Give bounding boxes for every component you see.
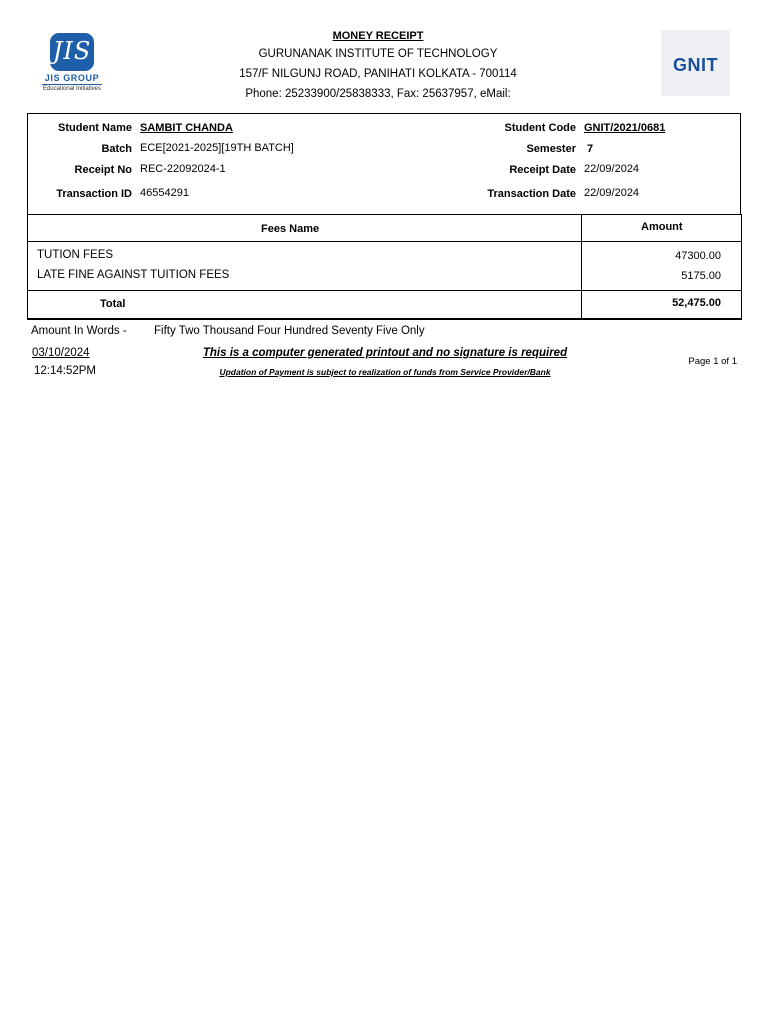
- gnit-logo: [661, 30, 730, 96]
- amount-header: Amount: [641, 221, 683, 233]
- amount-in-words-label: Amount In Words -: [31, 325, 127, 337]
- student-info-section: [27, 113, 741, 214]
- jis-logo-mark-text: JIS: [52, 37, 92, 65]
- page-number: Page 1 of 1: [688, 356, 737, 367]
- fee-item-name: LATE FINE AGAINST TUITION FEES: [37, 269, 230, 281]
- fee-item-amount: 47300.00: [675, 250, 721, 262]
- institute-address: 157/F NILGUNJ ROAD, PANIHATI KOLKATA - 700114: [239, 68, 517, 80]
- receipt-no-value: REC-22092024-1: [140, 163, 226, 175]
- computer-generated-notice: This is a computer generated printout and no signature is required: [202, 347, 568, 359]
- transaction-id-label: Transaction ID: [56, 188, 132, 200]
- institute-contact: Phone: 25233900/25838333, Fax: 25637957, eMail:: [245, 88, 511, 100]
- jis-tagline: Educational Initiatives: [42, 86, 102, 92]
- print-time: 12:14:52PM: [34, 365, 97, 377]
- jis-group-logo: [38, 30, 106, 96]
- total-label: Total: [100, 298, 126, 310]
- receipt-date-value: 22/09/2024: [584, 163, 640, 175]
- semester-value: 7: [587, 143, 594, 155]
- institute-name: GURUNANAK INSTITUTE OF TECHNOLOGY: [258, 48, 498, 60]
- fees-column-divider: [581, 214, 582, 318]
- transaction-id-value: 46554291: [140, 187, 189, 199]
- student-code-label: Student Code: [504, 122, 576, 134]
- fee-item-amount: 5175.00: [681, 270, 721, 282]
- total-amount: 52,475.00: [672, 297, 721, 309]
- receipt-date-label: Receipt Date: [509, 164, 576, 176]
- student-name-label: Student Name: [58, 122, 132, 134]
- jis-logo-divider: [42, 84, 102, 85]
- transaction-date-label: Transaction Date: [487, 188, 576, 200]
- payment-realization-notice: Updation of Payment is subject to realization of funds from Service Provider/Bank: [219, 367, 551, 377]
- student-code-value: GNIT/2021/0681: [584, 122, 666, 134]
- fees-name-header: Fees Name: [261, 223, 320, 235]
- jis-group-name: JIS GROUP: [44, 73, 100, 83]
- fees-total-divider: [28, 290, 741, 291]
- receipt-no-label: Receipt No: [74, 164, 132, 176]
- jis-logo-mark: [50, 33, 94, 71]
- student-name-value: SAMBIT CHANDA: [140, 122, 233, 134]
- semester-label: Semester: [526, 143, 576, 155]
- fee-item-name: TUTION FEES: [37, 249, 114, 261]
- fees-table: [27, 214, 742, 320]
- amount-in-words-value: Fifty Two Thousand Four Hundred Seventy Five Only: [154, 325, 425, 337]
- batch-label: Batch: [101, 143, 132, 155]
- print-date: 03/10/2024: [32, 347, 90, 359]
- receipt-title: MONEY RECEIPT: [332, 30, 424, 42]
- transaction-date-value: 22/09/2024: [584, 187, 640, 199]
- gnit-logo-text: GNIT: [673, 55, 718, 75]
- fees-header-divider: [28, 241, 741, 242]
- batch-value: ECE[2021-2025][19TH BATCH]: [140, 142, 294, 154]
